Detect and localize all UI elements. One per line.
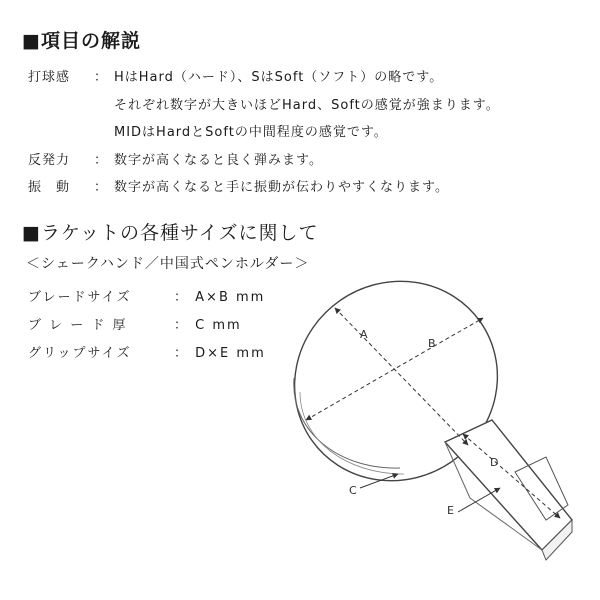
item-label: 反発力 [28, 153, 71, 168]
item-separator: ： [93, 180, 108, 195]
item-text: HはHard（ハード）、SはSoft（ソフト）の略です。 [114, 70, 444, 85]
item-text: 数字が高くなると良く弾みます。 [114, 153, 323, 168]
section-title-explanation: ■項目の解説 [22, 30, 141, 52]
spec-separator: ： [174, 318, 190, 333]
item-label: 振 動 [28, 180, 71, 195]
dimension-label-d: D [490, 456, 499, 469]
dimension-label-b: B [428, 337, 436, 350]
spec-separator: ： [174, 290, 190, 305]
spec-label: ブ レ ー ド 厚 [28, 318, 128, 333]
item-text: MIDはHardとSoftの中間程度の感覚です。 [114, 125, 388, 140]
spec-label: グリップサイズ [28, 346, 132, 361]
section-title-sizes: ■ラケットの各種サイズに関して [22, 222, 319, 244]
dimension-a-line [335, 308, 468, 445]
spec-label: ブレードサイズ [28, 290, 132, 305]
dimension-label-c: C [349, 484, 357, 497]
item-text: 数字が高くなると手に振動が伝わりやすくなります。 [114, 180, 449, 195]
spec-separator: ： [174, 346, 190, 361]
item-separator: ： [93, 70, 108, 85]
dimension-e-pointer [458, 488, 500, 512]
item-label: 打球感 [28, 70, 71, 85]
spec-value: D×E mm [195, 346, 266, 361]
spec-value: C mm [195, 318, 242, 333]
dimension-label-a: A [360, 328, 368, 341]
section-subtitle: ＜シェークハンド／中国式ペンホルダー＞ [26, 256, 310, 272]
spec-value: A×B mm [195, 290, 266, 305]
item-separator: ： [93, 153, 108, 168]
item-text: それぞれ数字が大きいほどHard、Softの感覚が強まります。 [114, 98, 500, 113]
dimension-label-e: E [447, 504, 454, 517]
